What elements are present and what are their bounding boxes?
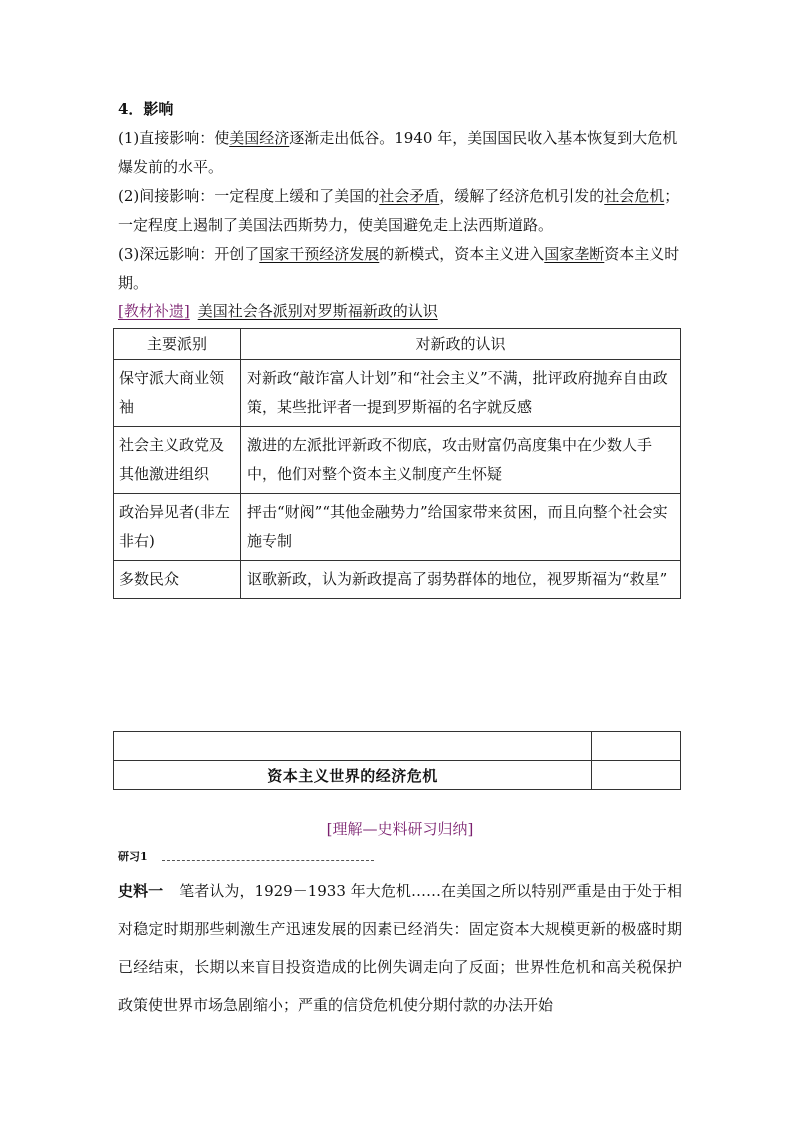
faction-cell: 多数民众 bbox=[114, 561, 241, 599]
table-row bbox=[114, 360, 681, 427]
underlined-term: 美国经济 bbox=[229, 129, 290, 147]
banner-blank-cell bbox=[592, 732, 681, 761]
table-row bbox=[114, 427, 681, 494]
table-header-cell: 主要派别 bbox=[114, 329, 241, 360]
direct-impact-paragraph: (1)直接影响：使美国经济逐渐走出低谷。1940 年，美国国民收入基本恢复到大危机爆发前的水平。 bbox=[118, 129, 678, 176]
faction-cell: 社会主义政党及其他激进组织 bbox=[114, 427, 241, 494]
far-impact-paragraph: (3)深远影响：开创了国家干预经济发展的新模式，资本主义进入国家垄断资本主义时期。 bbox=[118, 245, 680, 292]
section-heading: 4．影响 bbox=[118, 100, 174, 118]
underlined-term: 国家垄断 bbox=[544, 245, 605, 263]
table-header-cell: 对新政的认识 bbox=[241, 329, 681, 360]
supplement-heading bbox=[118, 300, 438, 322]
indirect-impact-paragraph: (2)间接影响：一定程度上缓和了美国的社会矛盾，缓解了经济危机引发的社会危机；一定程度上遏制了美国法西斯势力，使美国避免走上法西斯道路。 bbox=[118, 187, 680, 234]
banner-blank-cell bbox=[592, 761, 681, 790]
faction-cell: 保守派大商业领袖 bbox=[114, 360, 241, 427]
underlined-term: 社会矛盾 bbox=[379, 187, 440, 205]
banner-title: 资本主义世界的经济危机 bbox=[114, 761, 592, 790]
view-cell: 对新政“敲诈富人计划”和“社会主义”不满，批评政府抛弃自由政策，某些批评者一提到罗斯福的名字就反感 bbox=[241, 360, 681, 427]
factions-table bbox=[113, 328, 681, 599]
study-label: 研习1 bbox=[118, 850, 148, 863]
underlined-term: 国家干预经济发展 bbox=[259, 245, 380, 263]
faction-cell: 政治异见者(非左非右) bbox=[114, 494, 241, 561]
source-paragraph bbox=[118, 872, 682, 1024]
source-label: 史料一 bbox=[118, 882, 164, 900]
table-row bbox=[114, 494, 681, 561]
section-caption: [理解—史料研习归纳] bbox=[326, 820, 474, 838]
supplement-title: 美国社会各派别对罗斯福新政的认识 bbox=[197, 302, 438, 320]
underlined-term: 社会危机 bbox=[604, 187, 665, 205]
view-cell: 抨击“财阀”“其他金融势力”给国家带来贫困，而且向整个社会实施专制 bbox=[241, 494, 681, 561]
dashed-divider bbox=[162, 860, 374, 861]
banner-blank-cell bbox=[114, 732, 592, 761]
view-cell: 激进的左派批评新政不彻底，攻击财富仍高度集中在少数人手中，他们对整个资本主义制度产生怀疑 bbox=[241, 427, 681, 494]
table-row bbox=[114, 561, 681, 599]
source-text: 笔者认为，1929－1933 年大危机……在美国之所以特别严重是由于处于相对稳定时期那些刺激生产迅速发展的因素已经消失：固定资本大规模更新的极盛时期已经结束，长期以来盲目投资造成的比例失调走向了反面；世界性危机和高关税保护政策使世界市场急剧缩小；严重的信贷危机使分期付款的办法开始 bbox=[118, 882, 682, 1014]
supplement-tag: [教材补遗] bbox=[118, 302, 190, 320]
section-banner bbox=[113, 731, 681, 790]
table-header-row bbox=[114, 329, 681, 360]
view-cell: 讴歌新政，认为新政提高了弱势群体的地位，视罗斯福为“救星” bbox=[241, 561, 681, 599]
